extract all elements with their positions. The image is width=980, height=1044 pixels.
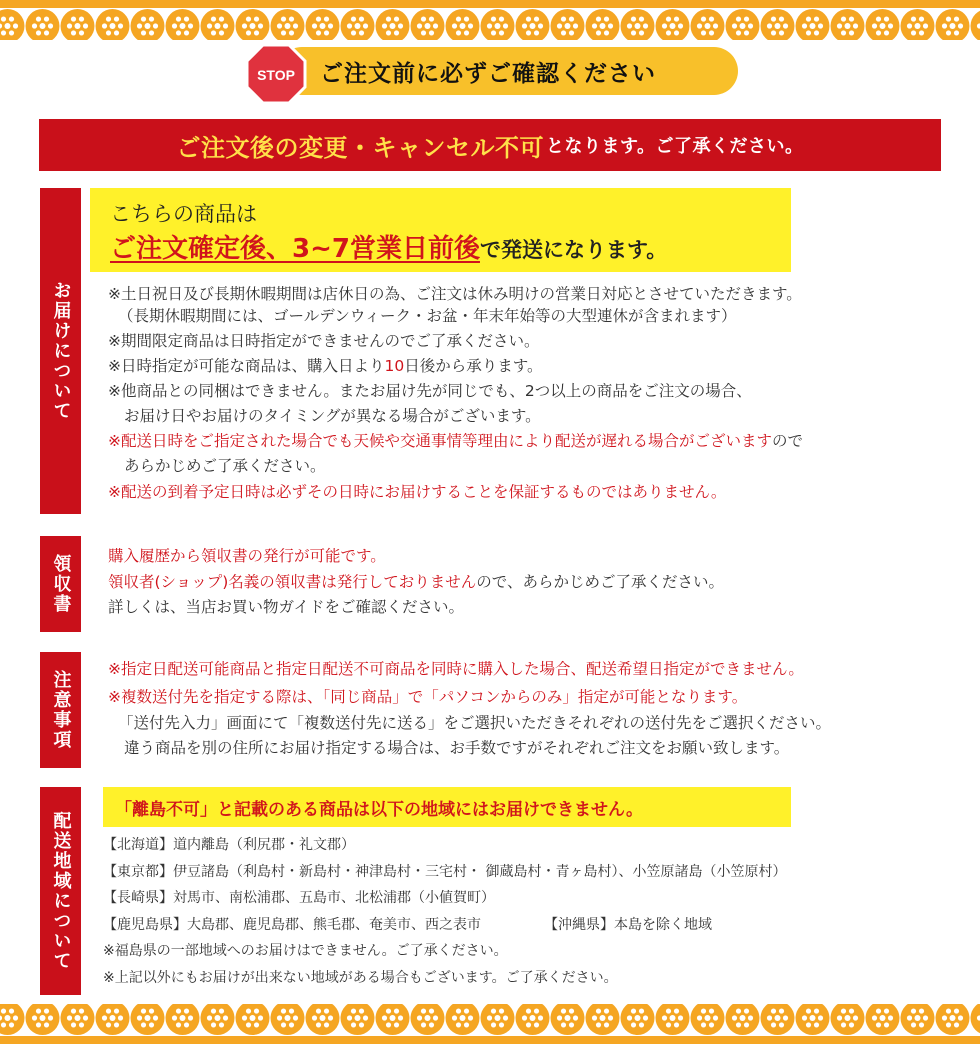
lace-scallop xyxy=(96,1004,130,1035)
lace-scallop xyxy=(971,1004,980,1035)
lace-scallop xyxy=(726,1004,760,1035)
banner-highlight: ご注文後の変更・キャンセル不可 xyxy=(176,133,544,162)
lace-scallop xyxy=(376,1004,410,1035)
box-line2: ご注文確定後、3~7営業日前後で発送になります。 xyxy=(110,234,668,264)
lace-scallop xyxy=(901,9,935,40)
lace-scallop xyxy=(166,9,200,40)
area-line: ※福島県の一部地域へのお届けはできません。ご了承ください。 xyxy=(103,943,508,959)
area-line: 【鹿児島県】大島郡、鹿児島郡、熊毛郡、奄美市、西之表市 xyxy=(103,917,481,933)
lace-scallop xyxy=(131,1004,165,1035)
delivery-line: ※配送日時をご指定された場合でも天候や交通事情等理由により配送が遅れる場合がございますので xyxy=(108,432,804,450)
area-line: 【長崎県】対馬市、南松浦郡、五島市、北松浦郡（小値賀町） xyxy=(103,890,495,906)
delivery-line: ※配送の到着予定日時は必ずその日時にお届けすることを保証するものではありません。 xyxy=(108,483,727,501)
lace-scallop xyxy=(411,1004,445,1035)
banner-rest: となります。ご了承ください。 xyxy=(545,136,804,157)
area-line: 【北海道】道内離島（利尻郡・礼文郡） xyxy=(103,837,355,853)
top-lace-border xyxy=(0,0,980,40)
lace-scallop xyxy=(656,9,690,40)
receipt-line: 領収者(ショップ)名義の領収書は発行しておりませんので、あらかじめご了承ください。 xyxy=(108,573,724,591)
delivery-line: お届け日やお届けのタイミングが異なる場合がございます。 xyxy=(124,407,541,425)
lace-scallop xyxy=(971,9,980,40)
lace-scallop xyxy=(61,9,95,40)
shipping-days-text: ご注文確定後、3~7営業日前後 xyxy=(110,234,480,264)
tab-notes: 注意事項 xyxy=(40,652,81,768)
box-line1: こちらの商品は xyxy=(110,202,257,226)
lace-scallop xyxy=(201,9,235,40)
delivery-line: ※土日祝日及び長期休暇期間は店休日の為、ご注文は休み明けの営業日対応とさせていただきます。 xyxy=(108,285,802,303)
header-title: ご注文前に必ずご確認ください xyxy=(320,61,656,87)
lace-scallop xyxy=(481,9,515,40)
notes-line: 違う商品を別の住所にお届け指定する場合は、お手数ですがそれぞれご注文をお願い致します。 xyxy=(124,739,790,757)
lace-scallop xyxy=(621,1004,655,1035)
lace-scallop xyxy=(761,1004,795,1035)
lace-scallop xyxy=(446,9,480,40)
lace-scallop xyxy=(866,9,900,40)
lace-scallop xyxy=(446,1004,480,1035)
lace-scallop xyxy=(271,1004,305,1035)
lace-scallop xyxy=(551,9,585,40)
lace-scallop xyxy=(901,1004,935,1035)
lace-scallop xyxy=(796,9,830,40)
area-line: 【沖縄県】本島を除く地域 xyxy=(544,917,712,933)
tab-area: 配送地域について xyxy=(40,787,81,995)
lace-scallop xyxy=(26,1004,60,1035)
header xyxy=(244,42,739,104)
lace-scallop xyxy=(481,1004,515,1035)
notes-line: ※指定日配送可能商品と指定日配送不可商品を同時に購入した場合、配送希望日指定ができません。 xyxy=(108,660,804,678)
lace-scallop xyxy=(201,1004,235,1035)
lace-scallop xyxy=(656,1004,690,1035)
lace-scallop xyxy=(621,9,655,40)
lace-scallop xyxy=(586,9,620,40)
delivery-line: ※期間限定商品は日時指定ができませんのでご了承ください。 xyxy=(108,332,540,350)
notes-line: 「送付先入力」画面にて「複数送付先に送る」をご選択いただきそれぞれの送付先をご選択ください。 xyxy=(118,714,832,732)
delivery-line: ※他商品との同梱はできません。またお届け先が同じでも、2つ以上の商品をご注文の場合、 xyxy=(108,382,752,400)
lace-scallop xyxy=(0,9,25,40)
lace-scallop xyxy=(341,9,375,40)
receipt-line: 購入履歴から領収書の発行が可能です。 xyxy=(108,547,386,565)
lace-scallop xyxy=(341,1004,375,1035)
stop-sign-icon xyxy=(244,42,308,106)
lace-scallop xyxy=(796,1004,830,1035)
lace-scallop xyxy=(726,9,760,40)
lace-scallop xyxy=(271,9,305,40)
lace-scallop xyxy=(306,9,340,40)
delivery-line: （長期休暇期間には、ゴールデンウィーク・お盆・年末年始等の大型連休が含まれます） xyxy=(118,307,737,325)
area-line: ※上記以外にもお届けが出来ない地域がある場合もございます。ご了承ください。 xyxy=(103,970,618,986)
lace-scallop xyxy=(411,9,445,40)
lace-scallop xyxy=(376,9,410,40)
lace-scallop xyxy=(831,9,865,40)
lace-scallop xyxy=(306,1004,340,1035)
tab-receipt: 領収書 xyxy=(40,536,81,632)
bottom-lace-border xyxy=(0,1004,980,1044)
lace-scallop xyxy=(936,9,970,40)
lace-scallop xyxy=(761,9,795,40)
remote-island-strip: 「離島不可」と記載のある商品は以下の地域にはお届けできません。 xyxy=(103,787,791,827)
lace-scallop xyxy=(166,1004,200,1035)
svg-text:STOP: STOP xyxy=(257,67,295,83)
delivery-line: あらかじめご了承ください。 xyxy=(124,457,326,475)
lace-scallop xyxy=(0,1004,25,1035)
shipping-highlight-box xyxy=(90,188,791,272)
lace-scallop xyxy=(236,1004,270,1035)
lace-scallop xyxy=(691,9,725,40)
days-value: 10 xyxy=(384,357,405,375)
lace-scallop xyxy=(586,1004,620,1035)
receipt-line: 詳しくは、当店お買い物ガイドをご確認ください。 xyxy=(108,598,465,616)
lace-scallop xyxy=(831,1004,865,1035)
tab-delivery: お届けについて xyxy=(40,188,81,514)
lace-scallop xyxy=(131,9,165,40)
lace-scallop xyxy=(936,1004,970,1035)
delivery-line: ※日時指定が可能な商品は、購入日より10日後から承ります。 xyxy=(108,357,543,375)
lace-scallop xyxy=(61,1004,95,1035)
lace-scallop xyxy=(26,9,60,40)
lace-scallop xyxy=(516,9,550,40)
lace-scallop xyxy=(236,9,270,40)
cancel-notice-banner xyxy=(39,119,941,171)
notes-line: ※複数送付先を指定する際は、「同じ商品」で「パソコンからのみ」指定が可能となります。 xyxy=(108,688,748,706)
lace-scallop xyxy=(691,1004,725,1035)
lace-scallop xyxy=(516,1004,550,1035)
lace-scallop xyxy=(866,1004,900,1035)
lace-scallop xyxy=(96,9,130,40)
lace-scallop xyxy=(551,1004,585,1035)
area-line: 【東京都】伊豆諸島（利島村・新島村・神津島村・三宅村・ 御蔵島村・青ヶ島村）、小笠原諸島（小笠原村） xyxy=(103,864,787,880)
